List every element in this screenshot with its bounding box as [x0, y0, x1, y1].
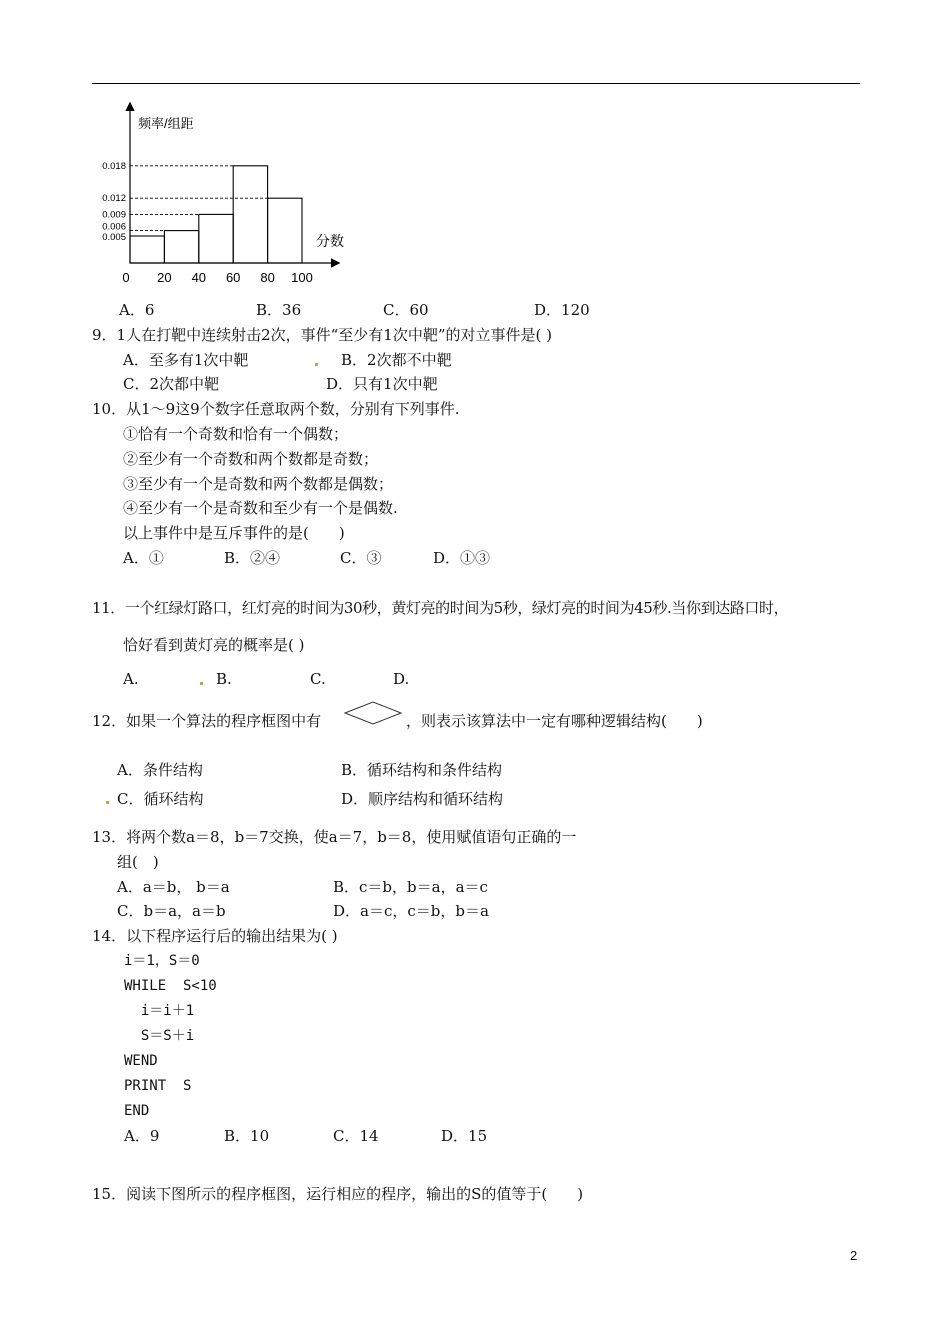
q12-option-b: B．循环结构和条件结构: [341, 761, 503, 779]
q14-stem: 14．以下程序运行后的输出结果为( ): [92, 927, 338, 945]
y-tick-label: 0.012: [102, 193, 126, 205]
q10-stem: 10．从1～9这9个数字任意取两个数，分别有下列事件.: [92, 400, 460, 418]
q12-stem-a: 12．如果一个算法的程序框图中有: [92, 712, 322, 730]
histogram-bar: [164, 231, 198, 263]
q8-option-c: C．60: [383, 301, 429, 319]
q10-option-a: A．①: [123, 549, 164, 567]
q13-option-b: B．c＝b，b＝a，a＝c: [333, 878, 488, 896]
code-line: S＝S＋i: [124, 1028, 195, 1044]
q12-option-a: A．条件结构: [117, 761, 203, 779]
q11-option-b: B.: [216, 670, 232, 688]
histogram-bar: [268, 198, 302, 263]
q8-option-b: B．36: [256, 301, 302, 319]
q9-option-a: A．至多有1次中靶: [123, 351, 249, 369]
q8-option-a: A．6: [119, 301, 155, 319]
x-tick-label: 80: [260, 270, 275, 285]
q14-option-b: B．10: [224, 1127, 270, 1145]
q14-option-d: D．15: [441, 1127, 488, 1145]
q12-option-c: C．循环结构: [117, 790, 204, 808]
y-tick-label: 0.009: [102, 209, 126, 221]
q11-option-d: D.: [393, 670, 410, 688]
x-tick-label: 100: [291, 270, 313, 285]
q13-option-d: D．a＝c，c＝b，b＝a: [333, 902, 489, 920]
q11-stem-2: 恰好看到黄灯亮的概率是( ): [123, 636, 305, 654]
y-tick-label: 0.018: [102, 160, 126, 172]
scan-dot: [200, 682, 203, 685]
q9-option-d: D．只有1次中靶: [326, 375, 438, 393]
q9-option-b: B．2次都不中靶: [341, 351, 452, 369]
y-tick-label: 0.005: [102, 232, 126, 243]
page-number: 2: [850, 1248, 858, 1263]
q10-option-d: D．①③: [433, 549, 491, 567]
q10-option-b: B．②④: [224, 549, 281, 567]
q9-option-c: C．2次都中靶: [123, 375, 220, 393]
q13-stem: 13．将两个数a＝8，b＝7交换，使a＝7，b＝8，使用赋值语句正确的一: [92, 828, 577, 846]
q11-option-c: C.: [310, 670, 326, 688]
decision-diamond-icon: [343, 700, 403, 726]
code-line: PRINT S: [124, 1078, 192, 1094]
x-tick-label: 0: [122, 270, 130, 285]
scan-dot: [315, 363, 318, 366]
q13-option-a: A．a＝b， b＝a: [117, 878, 230, 896]
q10-item-4: ④至少有一个是奇数和至少有一个是偶数.: [123, 499, 398, 517]
histogram-bar: [199, 214, 233, 263]
code-line: i＝1，S＝0: [124, 953, 200, 969]
x-tick-label: 20: [157, 270, 172, 285]
q10-question: 以上事件中是互斥事件的是( ): [123, 524, 345, 542]
header-rule: [92, 83, 860, 84]
q14-option-a: A．9: [124, 1127, 160, 1145]
q10-item-3: ③至少有一个是奇数和两个数都是偶数；: [123, 475, 394, 493]
q10-option-c: C．③: [340, 549, 382, 567]
q15-stem: 15．阅读下图所示的程序框图，运行相应的程序，输出的S的值等于( ): [92, 1185, 584, 1203]
q10-item-1: ①恰有一个奇数和恰有一个偶数；: [123, 425, 349, 443]
q13-stem-2: 组( ): [117, 853, 159, 871]
q10-item-2: ②至少有一个奇数和两个数都是奇数；: [123, 450, 379, 468]
q12-option-d: D．顺序结构和循环结构: [341, 790, 504, 808]
q9-stem: 9．1人在打靶中连续射击2次，事件“至少有1次中靶”的对立事件是( ): [92, 326, 552, 344]
histogram-bar: [233, 166, 267, 263]
q14-option-c: C．14: [333, 1127, 379, 1145]
code-line: i＝i＋1: [124, 1003, 195, 1019]
code-line: WHILE S<10: [124, 978, 217, 994]
x-tick-label: 40: [191, 270, 207, 285]
q11-stem: 11．一个红绿灯路口，红灯亮的时间为30秒，黄灯亮的时间为5秒，绿灯亮的时间为45秒.当你到达路口时，: [92, 599, 789, 617]
q13-option-c: C．b＝a，a＝b: [117, 902, 226, 920]
x-tick-label: 60: [225, 270, 241, 285]
histogram-chart: [90, 98, 350, 293]
code-line: END: [124, 1103, 150, 1119]
histogram-bar: [130, 236, 164, 263]
y-axis-label: 频率/组距: [138, 116, 194, 131]
x-axis-label: 分数: [316, 233, 344, 249]
q11-option-a: A.: [123, 670, 139, 688]
q8-option-d: D．120: [534, 301, 590, 319]
scan-dot: [106, 801, 109, 804]
y-tick-label: 0.006: [102, 221, 126, 233]
code-line: WEND: [124, 1053, 158, 1069]
q12-stem-b: ，则表示该算法中一定有哪种逻辑结构( ): [406, 712, 703, 730]
